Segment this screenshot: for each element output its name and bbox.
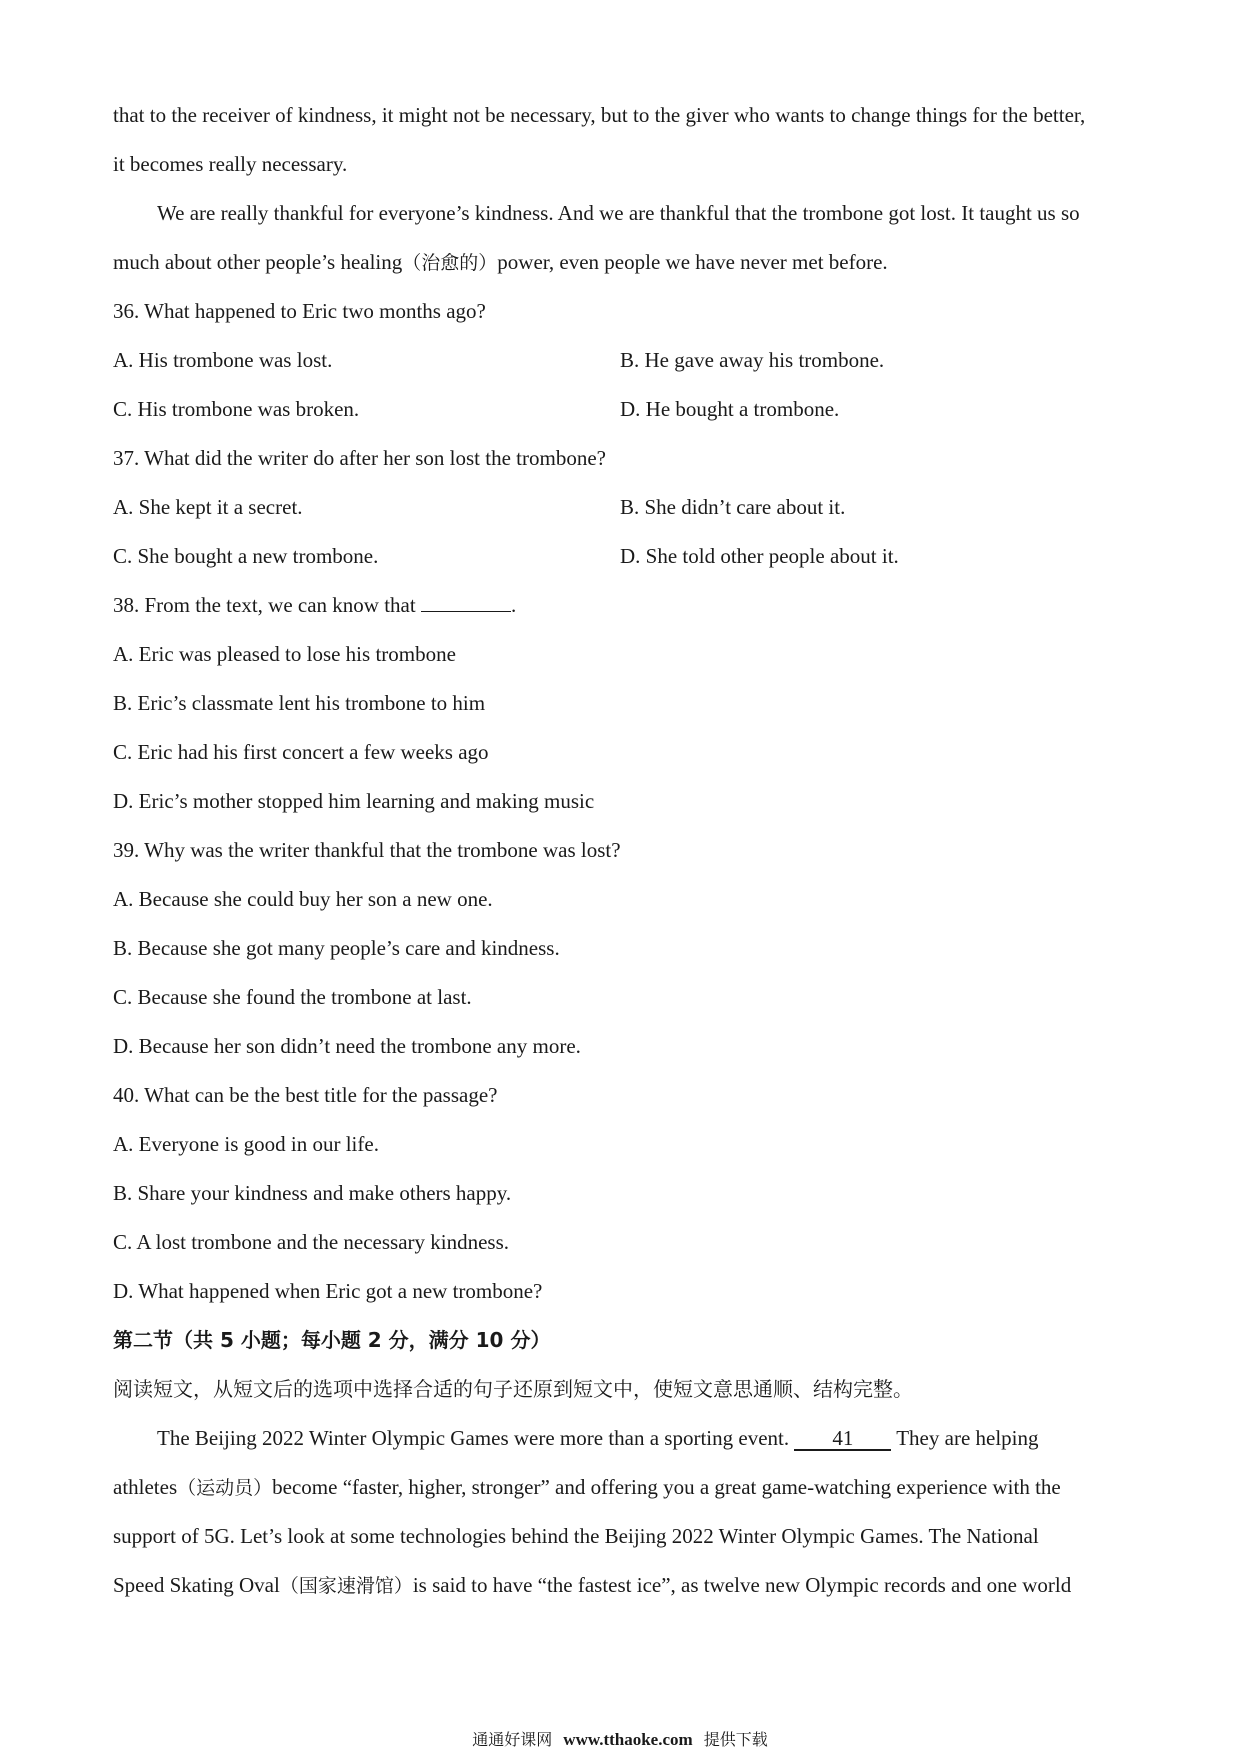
section-heading: 第二节（共 5 小题；每小题 2 分，满分 10 分） xyxy=(113,1328,551,1352)
question-stem: 37. What did the writer do after her son lost the trombone? xyxy=(113,446,606,470)
option-a: A. Because she could buy her son a new one. xyxy=(113,887,493,911)
option-d: D. Because her son didn’t need the trombone any more. xyxy=(113,1034,581,1058)
option-d: D. She told other people about it. xyxy=(620,544,899,568)
option-row xyxy=(113,541,1133,590)
option-a: A. She kept it a secret. xyxy=(113,495,303,519)
passage-line xyxy=(113,1570,1133,1619)
passage-line: that to the receiver of kindness, it might not be necessary, but to the giver who wants to change things for the better, xyxy=(113,103,1086,127)
stem-text: . xyxy=(510,593,517,617)
question-stem: 40. What can be the best title for the passage? xyxy=(113,1083,498,1107)
option-d: D. Eric’s mother stopped him learning and making music xyxy=(113,789,595,813)
option-c: C. A lost trombone and the necessary kindness. xyxy=(113,1230,510,1254)
passage-text: They are helping xyxy=(896,1426,1039,1450)
option-d: D. He bought a trombone. xyxy=(620,397,840,421)
footer-brand: 通通好课网 xyxy=(472,1730,553,1749)
option-c: C. She bought a new trombone. xyxy=(113,544,379,568)
passage-text: become “faster, higher, stronger” and offering you a great game-watching experience with the xyxy=(272,1475,1061,1499)
option-b: B. Eric’s classmate lent his trombone to him xyxy=(113,691,486,715)
stem-text: 38. From the text, we can know that xyxy=(113,593,416,617)
option-b: B. He gave away his trombone. xyxy=(620,348,885,372)
numbered-blank: 41 xyxy=(794,1427,891,1451)
passage-text: is said to have “the fastest ice”, as twelve new Olympic records and one world xyxy=(412,1573,1072,1597)
section-instructions: 阅读短文，从短文后的选项中选择合适的句子还原到短文中，使短文意思通顺、结构完整。 xyxy=(113,1377,913,1401)
option-row xyxy=(113,345,1133,394)
option-b: B. She didn’t care about it. xyxy=(620,495,846,519)
gloss-text: （治愈的） xyxy=(402,252,498,274)
option-row xyxy=(113,394,1133,443)
footer-action: 提供下载 xyxy=(703,1730,768,1749)
option-b: B. Because she got many people’s care and kindness. xyxy=(113,936,560,960)
option-c: C. Because she found the trombone at last. xyxy=(113,985,472,1009)
passage-line: support of 5G. Let’s look at some technologies behind the Beijing 2022 Winter Olympic Games. The National xyxy=(113,1524,1039,1548)
option-c: C. His trombone was broken. xyxy=(113,397,360,421)
question-stem: 39. Why was the writer thankful that the trombone was lost? xyxy=(113,838,621,862)
passage-line xyxy=(113,1472,1133,1521)
passage-text: much about other people’s healing xyxy=(113,250,403,274)
option-c: C. Eric had his first concert a few weeks ago xyxy=(113,740,489,764)
option-a: A. Eric was pleased to lose his trombone xyxy=(113,642,456,666)
gloss-text: （国家速滑馆） xyxy=(279,1575,413,1597)
document-page xyxy=(113,100,1133,1619)
passage-text: athletes xyxy=(113,1475,178,1499)
passage-line xyxy=(113,247,1133,296)
passage-line: it becomes really necessary. xyxy=(113,152,348,176)
option-a: A. Everyone is good in our life. xyxy=(113,1132,379,1156)
passage-line: We are really thankful for everyone’s kindness. And we are thankful that the trombone got lost. It taught us so xyxy=(157,201,1080,225)
answer-blank xyxy=(421,591,511,612)
option-b: B. Share your kindness and make others happy. xyxy=(113,1181,512,1205)
passage-text: Speed Skating Oval xyxy=(113,1573,280,1597)
option-d: D. What happened when Eric got a new trombone? xyxy=(113,1279,543,1303)
option-row xyxy=(113,492,1133,541)
option-a: A. His trombone was lost. xyxy=(113,348,333,372)
footer-site-link[interactable]: www.tthaoke.com xyxy=(563,1730,693,1749)
page-footer xyxy=(0,1727,1240,1750)
passage-text: power, even people we have never met before. xyxy=(497,250,888,274)
passage-line xyxy=(113,1423,1133,1472)
gloss-text: （运动员） xyxy=(177,1477,273,1499)
question-stem xyxy=(113,590,1133,639)
passage-text: The Beijing 2022 Winter Olympic Games were more than a sporting event. xyxy=(157,1426,790,1450)
question-stem: 36. What happened to Eric two months ago? xyxy=(113,299,486,323)
